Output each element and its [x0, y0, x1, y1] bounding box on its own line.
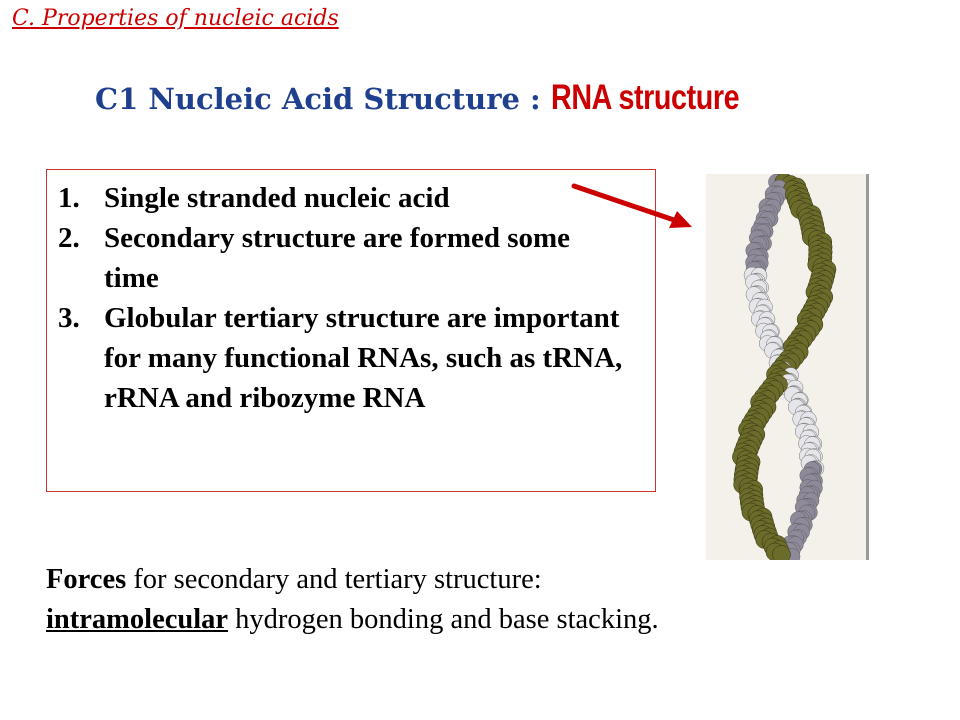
title-accent: RNA structure: [550, 78, 740, 117]
list-item: [58, 218, 624, 298]
points-list: [58, 178, 644, 418]
rna-helix-image: [706, 174, 869, 560]
list-text: Globular tertiary structure are important for many functional RNAs, such as tRNA, rRNA and ribozyme RNA: [104, 302, 623, 414]
forces-line-2: [46, 600, 659, 640]
forces-lead: Forces: [46, 564, 127, 595]
section-label: C. Properties of nucleic acids: [12, 6, 339, 31]
page-title: [95, 78, 780, 118]
forces-line-1: [46, 560, 659, 600]
list-item: [58, 298, 644, 418]
forces-line1-rest: for secondary and tertiary structure:: [126, 564, 542, 595]
list-item: [58, 178, 644, 218]
title-main: C1 Nucleic Acid Structure :: [95, 82, 551, 116]
list-number: 1.: [58, 182, 80, 214]
forces-line2-rest: hydrogen bonding and base stacking.: [228, 604, 659, 635]
list-text: Secondary structure are formed some time: [104, 222, 571, 294]
list-number: 2.: [58, 222, 80, 254]
arrow-right-icon: [570, 178, 700, 233]
list-number: 3.: [58, 302, 80, 334]
forces-text: [46, 560, 659, 640]
forces-emphasis: intramolecular: [46, 604, 229, 635]
list-text: Single stranded nucleic acid: [104, 182, 450, 214]
